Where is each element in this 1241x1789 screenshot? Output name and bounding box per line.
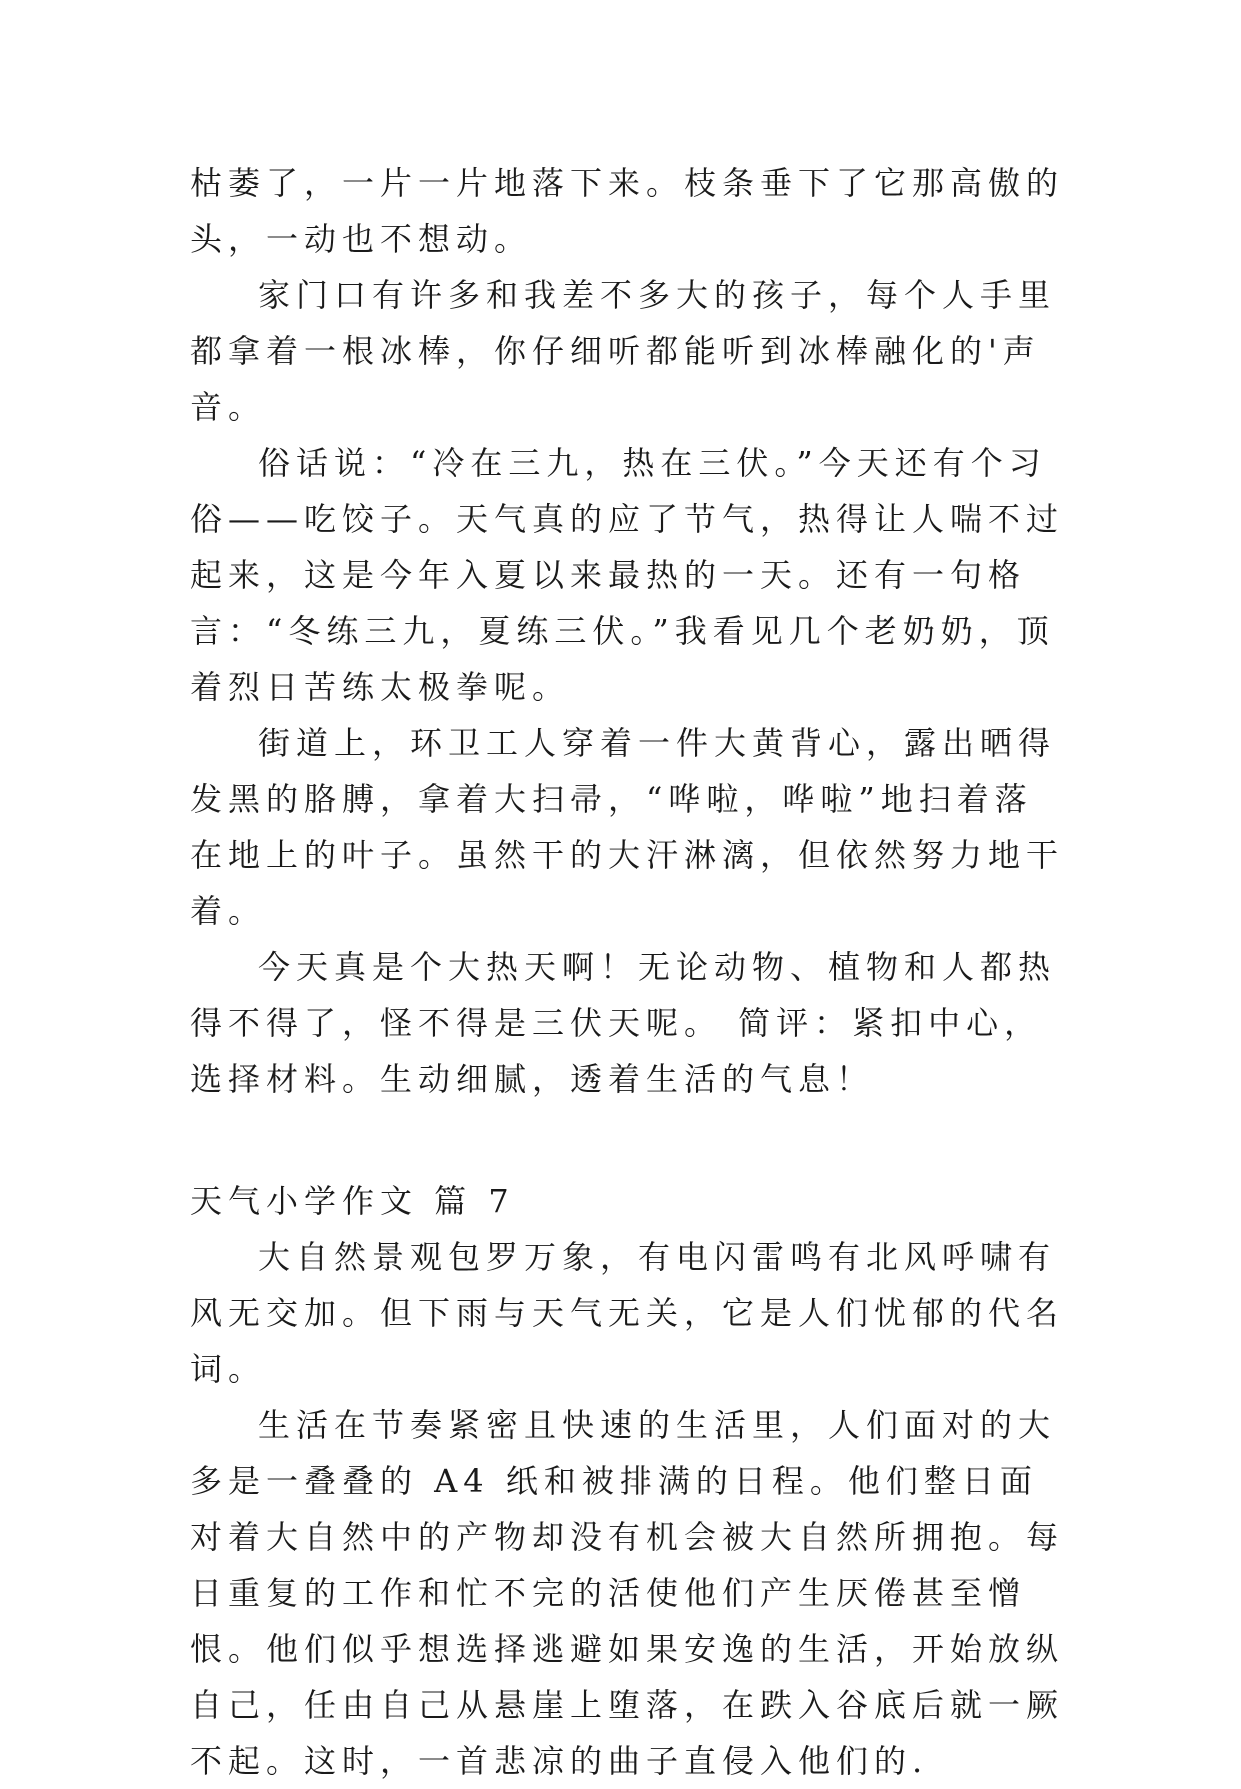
- paragraph: 今天真是个大热天啊！无论动物、植物和人都热得不得了，怪不得是三伏天呢。 简评：紧扣中心，选择材料。生动细腻，透着生活的气息！: [190, 948, 1057, 1098]
- paragraph: 大自然景观包罗万象，有电闪雷鸣有北风呼啸有风无交加。但下雨与天气无关，它是人们忧郁的代名词。: [190, 1238, 1065, 1388]
- paragraph: 家门口有许多和我差不多大的孩子，每个人手里都拿着一根冰棒，你仔细听都能听到冰棒融化的'声音。: [190, 276, 1057, 426]
- document-body: [190, 155, 1070, 1789]
- paragraph: 街道上，环卫工人穿着一件大黄背心，露出晒得发黑的胳膊，拿着大扫帚，“哗啦，哗啦”地扫着落在地上的叶子。虽然干的大汗淋漓，但依然努力地干着。: [190, 724, 1065, 930]
- paragraph: 枯萎了，一片一片地落下来。枝条垂下了它那高傲的头，一动也不想动。: [190, 164, 1065, 258]
- section-heading: 天气小学作文 篇 7: [190, 1182, 515, 1220]
- paragraph: 俗话说：“冷在三九，热在三伏。”今天还有个习俗——吃饺子。天气真的应了节气，热得让人喘不过起来，这是今年入夏以来最热的一天。还有一句格言：“冬练三九，夏练三伏。”我看见几个老奶奶，顶着烈日苦练太极拳呢。: [190, 444, 1065, 706]
- paragraph: 生活在节奏紧密且快速的生活里，人们面对的大多是一叠叠的 A4 纸和被排满的日程。他们整日面对着大自然中的产物却没有机会被大自然所拥抱。每日重复的工作和忙不完的活使他们产生厌倦甚至憎恨。他们似乎想选择逃避如果安逸的生活，开始放纵自己，任由自己从悬崖上堕落，在跌入谷底后就一厥不起。这时，一首悲凉的曲子直侵入他们的.: [190, 1406, 1065, 1780]
